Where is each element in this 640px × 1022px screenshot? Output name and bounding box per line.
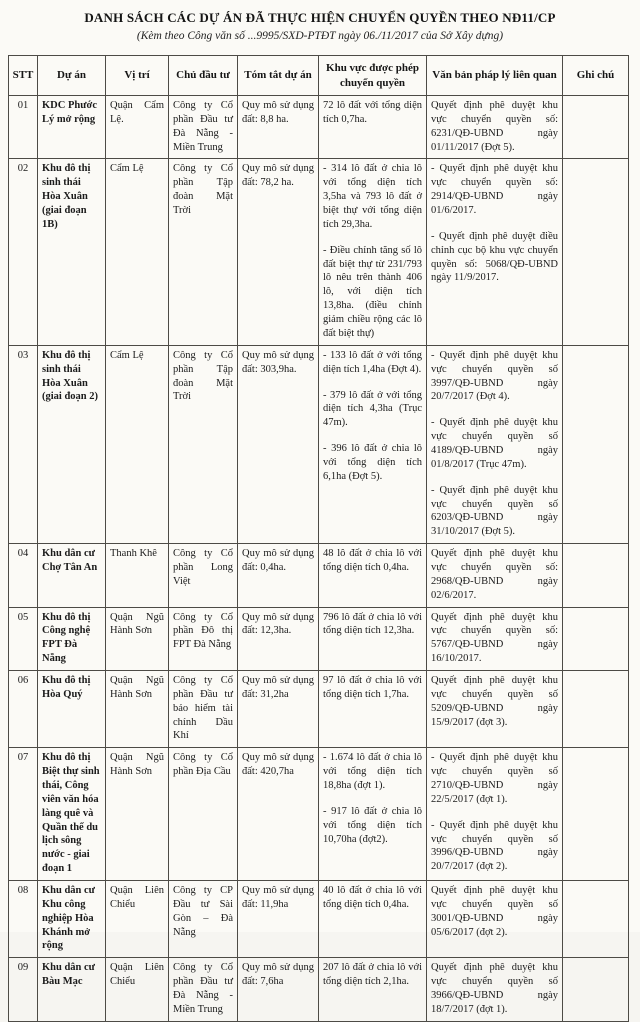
table-row bbox=[9, 544, 629, 607]
cell-legal-docs-paragraph: Quyết định phê duyệt khu vực chuyển quyền số 5209/QĐ-UBND ngày 15/9/2017 (đợt 3). bbox=[431, 674, 558, 728]
column-header: Chủ đầu tư bbox=[169, 56, 238, 96]
column-header: Dự án bbox=[38, 56, 106, 96]
table-row bbox=[9, 670, 629, 747]
cell-stt: 04 bbox=[9, 544, 38, 607]
cell-investor: Công ty Cổ phần Đô thị FPT Đà Nẵng bbox=[169, 607, 238, 670]
cell-legal-docs-paragraph: - Quyết định phê duyệt khu vực chuyển quyền số 3997/QĐ-UBND ngày 20/7/2017 (Đợt 4). bbox=[431, 349, 558, 403]
cell-summary: Quy mô sử dụng đất: 420,7ha bbox=[238, 748, 319, 881]
cell-transfer-area bbox=[319, 607, 427, 670]
cell-legal-docs bbox=[427, 159, 563, 345]
cell-location: Quận Ngũ Hành Sơn bbox=[106, 748, 169, 881]
cell-project: Khu đô thị Hòa Quý bbox=[38, 670, 106, 747]
cell-transfer-area-paragraph: 48 lô đất ở chia lô với tổng diện tích 0,4ha. bbox=[323, 548, 422, 573]
cell-stt: 06 bbox=[9, 670, 38, 747]
column-header: Khu vực được phép chuyển quyền bbox=[319, 56, 427, 96]
cell-transfer-area-paragraph: - 396 lô đất ở chia lô với tổng diện tích 6,1ha (Đợt 5). bbox=[323, 443, 422, 482]
cell-stt: 01 bbox=[9, 96, 38, 159]
cell-project: Khu đô thị sinh thái Hòa Xuân (giai đoạn 2) bbox=[38, 345, 106, 543]
cell-transfer-area-paragraph: 97 lô đất ở chia lô với tổng diện tích 1,7ha. bbox=[323, 674, 422, 700]
cell-note bbox=[563, 607, 629, 670]
cell-investor: Công ty Cổ phần Đầu tư bảo hiểm tài chính Dầu Khí bbox=[169, 670, 238, 747]
cell-project: Khu đô thị Công nghệ FPT Đà Nẵng bbox=[38, 607, 106, 670]
cell-investor: Công ty Cổ phần Đầu tư Đà Nẵng - Miền Trung bbox=[169, 958, 238, 1021]
cell-legal-docs-paragraph: Quyết định phê duyệt khu vực chuyển quyền số: 6231/QĐ-UBND ngày 01/11/2017 (Đợt 5). bbox=[431, 100, 558, 153]
cell-transfer-area-paragraph: - 379 lô đất ở với tổng diện tích 4,3ha (Trục 47m). bbox=[323, 389, 422, 429]
cell-note bbox=[563, 748, 629, 881]
cell-transfer-area-paragraph: - Điều chỉnh tăng số lô đất biệt thự từ 231/793 lô nêu trên thành 406 lô, với diện tích 13,8ha. (điều chỉnh giảm chiều rộng các lô đất biệt thự) bbox=[323, 244, 422, 339]
cell-transfer-area-paragraph: - 314 lô đất ở chia lô với tổng diện tích 3,5ha và 793 lô đất ở biệt thự với tổng diện tích 29,3ha. bbox=[323, 163, 422, 230]
column-header: Ghi chú bbox=[563, 56, 629, 96]
cell-legal-docs bbox=[427, 881, 563, 958]
cell-transfer-area bbox=[319, 345, 427, 543]
cell-summary: Quy mô sử dụng đất: 7,6ha bbox=[238, 958, 319, 1021]
table-row bbox=[9, 345, 629, 543]
cell-location: Quận Liên Chiểu bbox=[106, 958, 169, 1021]
cell-investor: Công ty Cổ phần Địa Cầu bbox=[169, 748, 238, 881]
cell-summary: Quy mô sử dụng đất: 31,2ha bbox=[238, 670, 319, 747]
cell-location: Quận Ngũ Hành Sơn bbox=[106, 670, 169, 747]
cell-transfer-area-paragraph: 207 lô đất ở chia lô với tổng diện tích 2,1ha. bbox=[323, 962, 422, 988]
table-body bbox=[9, 96, 629, 1022]
column-header: Vị trí bbox=[106, 56, 169, 96]
cell-legal-docs-paragraph: - Quyết định phê duyệt khu vực chuyển quyền số 6203/QĐ-UBND ngày 31/10/2017 (Đợt 5). bbox=[431, 484, 558, 538]
cell-investor: Công ty Cổ phần Long Việt bbox=[169, 544, 238, 607]
cell-legal-docs bbox=[427, 544, 563, 607]
cell-transfer-area bbox=[319, 96, 427, 159]
cell-stt: 08 bbox=[9, 881, 38, 958]
table-header-row bbox=[9, 56, 629, 96]
cell-location: Cẩm Lệ bbox=[106, 345, 169, 543]
cell-legal-docs bbox=[427, 345, 563, 543]
cell-transfer-area-paragraph: 72 lô đất với tổng diện tích 0,7ha. bbox=[323, 100, 422, 125]
document-title: DANH SÁCH CÁC DỰ ÁN ĐÃ THỰC HIỆN CHUYỂN QUYỀN THEO NĐ11/CP bbox=[84, 10, 556, 25]
column-header: STT bbox=[9, 56, 38, 96]
cell-legal-docs bbox=[427, 958, 563, 1021]
cell-investor: Công ty CP Đầu tư Sài Gòn – Đà Nẵng bbox=[169, 881, 238, 958]
cell-location: Cẩm Lệ bbox=[106, 159, 169, 345]
table-row bbox=[9, 881, 629, 958]
cell-transfer-area bbox=[319, 544, 427, 607]
cell-location: Quận Ngũ Hành Sơn bbox=[106, 607, 169, 670]
cell-note bbox=[563, 159, 629, 345]
cell-location: Quận Cẩm Lệ. bbox=[106, 96, 169, 159]
cell-investor: Công ty Cổ phần Đầu tư Đà Nẵng - Miền Trung bbox=[169, 96, 238, 159]
cell-summary: Quy mô sử dụng đất: 303,9ha. bbox=[238, 345, 319, 543]
cell-summary: Quy mô sử dụng đất: 12,3ha. bbox=[238, 607, 319, 670]
cell-summary: Quy mô sử dụng đất: 0,4ha. bbox=[238, 544, 319, 607]
cell-summary: Quy mô sử dụng đất: 8,8 ha. bbox=[238, 96, 319, 159]
cell-location: Thanh Khê bbox=[106, 544, 169, 607]
cell-legal-docs-paragraph: Quyết định phê duyệt khu vực chuyển quyền số 3966/QĐ-UBND ngày 18/7/2017 (đợt 1). bbox=[431, 962, 558, 1015]
cell-transfer-area bbox=[319, 670, 427, 747]
cell-legal-docs bbox=[427, 670, 563, 747]
cell-legal-docs-paragraph: Quyết định phê duyệt khu vực chuyển quyền số: 2968/QĐ-UBND ngày 02/6/2017. bbox=[431, 548, 558, 601]
cell-stt: 07 bbox=[9, 748, 38, 881]
document-subtitle: (Kèm theo Công văn số ...9995/SXD-PTĐT ngày 06./11/2017 của Sở Xây dựng) bbox=[136, 30, 504, 42]
cell-legal-docs-paragraph: - Quyết định phê duyệt điều chỉnh cục bộ khu vực chuyển quyền số: 5068/QĐ-UBND ngày 11/9/2017. bbox=[431, 230, 558, 284]
cell-legal-docs-paragraph: - Quyết định phê duyệt khu vực chuyển quyền số: 2914/QĐ-UBND ngày 01/6/2017. bbox=[431, 163, 558, 217]
projects-table bbox=[8, 55, 629, 1022]
cell-legal-docs-paragraph: Quyết định phê duyệt khu vực chuyển quyền số 3001/QĐ-UBND ngày 05/6/2017 (đợt 2). bbox=[431, 885, 558, 938]
cell-transfer-area-paragraph: - 917 lô đất ở chia lô với tổng diện tích 10,70ha (đợt2). bbox=[323, 805, 422, 845]
cell-legal-docs-paragraph: - Quyết định phê duyệt khu vực chuyển quyền số 3996/QĐ-UBND ngày 20/7/2017 (đợt 2). bbox=[431, 819, 558, 873]
cell-location: Quận Liên Chiểu bbox=[106, 881, 169, 958]
cell-transfer-area bbox=[319, 958, 427, 1021]
cell-note bbox=[563, 544, 629, 607]
cell-transfer-area bbox=[319, 881, 427, 958]
cell-transfer-area bbox=[319, 748, 427, 881]
cell-legal-docs bbox=[427, 607, 563, 670]
cell-transfer-area bbox=[319, 159, 427, 345]
cell-project: Khu đô thị Biệt thự sinh thái, Công viên văn hóa làng quê và Quần thể du lịch sông nước - giai đoạn 1 bbox=[38, 748, 106, 881]
cell-legal-docs bbox=[427, 748, 563, 881]
cell-legal-docs-paragraph: - Quyết định phê duyệt khu vực chuyển quyền số 2710/QĐ-UBND ngày 22/5/2017 (đợt 1). bbox=[431, 752, 558, 805]
cell-stt: 05 bbox=[9, 607, 38, 670]
cell-note bbox=[563, 881, 629, 958]
cell-investor: Công ty Cổ phần Tập đoàn Mặt Trời bbox=[169, 159, 238, 345]
table-row bbox=[9, 958, 629, 1021]
cell-note bbox=[563, 345, 629, 543]
cell-project: Khu dân cư Bàu Mạc bbox=[38, 958, 106, 1021]
column-header: Văn bản pháp lý liên quan bbox=[427, 56, 563, 96]
table-row bbox=[9, 96, 629, 159]
cell-transfer-area-paragraph: 796 lô đất ở chia lô với tổng diện tích 12,3ha. bbox=[323, 611, 422, 637]
cell-summary: Quy mô sử dụng đất: 78,2 ha. bbox=[238, 159, 319, 345]
cell-stt: 02 bbox=[9, 159, 38, 345]
cell-project: Khu dân cư Khu công nghiệp Hòa Khánh mở rộng bbox=[38, 881, 106, 958]
cell-note bbox=[563, 96, 629, 159]
cell-legal-docs-paragraph: - Quyết định phê duyệt khu vực chuyển quyền số 4189/QĐ-UBND ngày 01/8/2017 (Trục 47m). bbox=[431, 417, 558, 470]
cell-note bbox=[563, 670, 629, 747]
cell-stt: 03 bbox=[9, 345, 38, 543]
cell-summary: Quy mô sử dụng đất: 11,9ha bbox=[238, 881, 319, 958]
cell-legal-docs-paragraph: Quyết định phê duyệt khu vực chuyển quyền số: 5767/QĐ-UBND ngày 16/10/2017. bbox=[431, 611, 558, 665]
cell-investor: Công ty Cổ phần Tập đoàn Mặt Trời bbox=[169, 345, 238, 543]
column-header: Tóm tắt dự án bbox=[238, 56, 319, 96]
table-row bbox=[9, 607, 629, 670]
table-row bbox=[9, 159, 629, 345]
cell-project: Khu dân cư Chợ Tân An bbox=[38, 544, 106, 607]
cell-transfer-area-paragraph: 40 lô đất ở chia lô với tổng diện tích 0,4ha. bbox=[323, 885, 422, 910]
table-row bbox=[9, 748, 629, 881]
cell-stt: 09 bbox=[9, 958, 38, 1021]
cell-project: KDC Phước Lý mở rộng bbox=[38, 96, 106, 159]
cell-transfer-area-paragraph: - 133 lô đất ở với tổng diện tích 1,4ha (Đợt 4). bbox=[323, 349, 422, 375]
cell-note bbox=[563, 958, 629, 1021]
cell-transfer-area-paragraph: - 1.674 lô đất ở chia lô với tổng diện tích 18,8ha (đợt 1). bbox=[323, 752, 422, 791]
cell-legal-docs bbox=[427, 96, 563, 159]
cell-project: Khu đô thị sinh thái Hòa Xuân (giai đoạn 1B) bbox=[38, 159, 106, 345]
